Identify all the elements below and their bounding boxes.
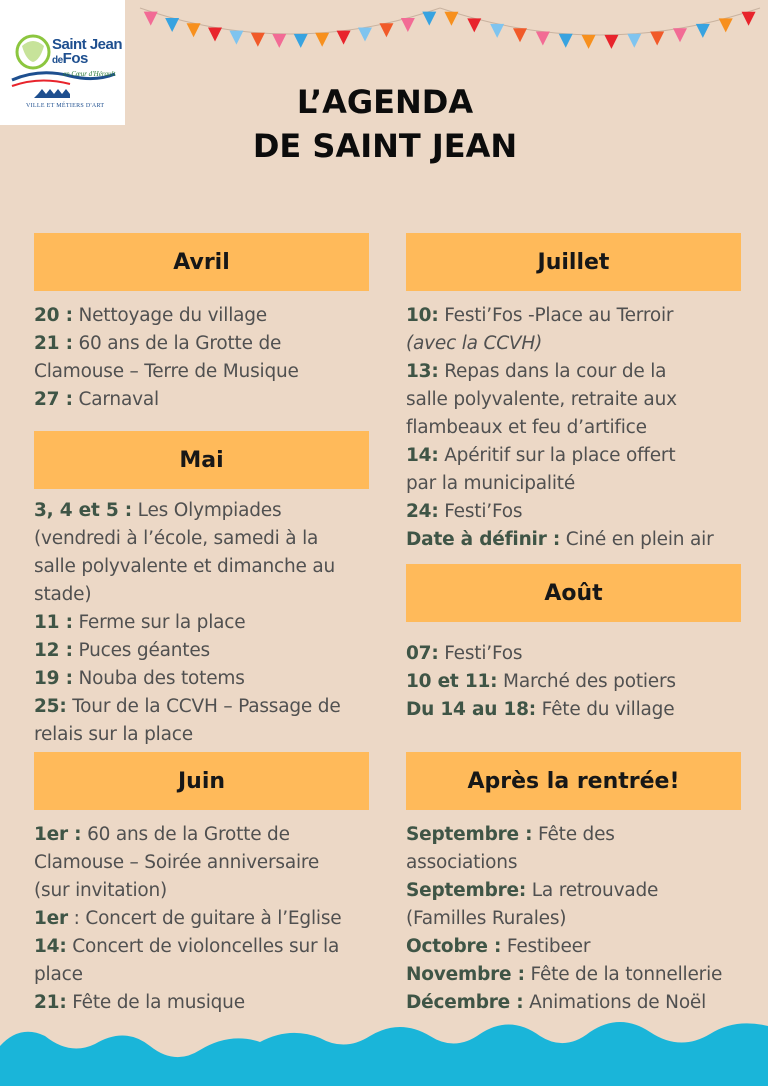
event-item-cont: salle polyvalente et dimanche au <box>34 556 336 577</box>
event-item: Septembre: La retrouvade <box>406 880 659 901</box>
bunting-flag <box>337 31 351 45</box>
bunting-flag <box>444 12 458 26</box>
event-item-cont: Clamouse – Terre de Musique <box>34 361 299 382</box>
logo-subtitle: en Cœur d'Hérault <box>63 70 116 78</box>
event-item-cont: flambeaux et feu d’artifice <box>406 417 647 438</box>
event-item: 24: Festi’Fos <box>406 501 523 522</box>
title-line-1: L’AGENDA <box>296 83 474 121</box>
bunting-flag <box>650 32 664 46</box>
event-item: 14: Apéritif sur la place offert <box>406 445 676 466</box>
wave-decoration <box>0 1006 768 1086</box>
bunting-flag <box>229 31 243 45</box>
event-item: 20 : Nettoyage du village <box>34 305 267 326</box>
bunting-flag <box>467 18 481 32</box>
event-item: Septembre : Fête des <box>406 824 615 845</box>
event-item-cont: (Familles Rurales) <box>406 908 567 929</box>
bunting-flag <box>742 12 756 26</box>
event-item: 07: Festi’Fos <box>406 643 523 664</box>
event-item-cont: (sur invitation) <box>34 880 168 901</box>
event-item-cont: place <box>34 964 83 985</box>
juillet-events <box>406 302 713 554</box>
event-item: 14: Concert de violoncelles sur la <box>34 936 340 957</box>
bunting-flag <box>422 12 436 26</box>
month-header-juin: Juin <box>34 752 369 810</box>
bunting-flag <box>208 28 222 42</box>
bunting-flag <box>315 33 329 47</box>
event-item: 21: Fête de la musique <box>34 992 245 1013</box>
mai-events <box>34 497 341 749</box>
event-item: Décembre : Animations de Noël <box>406 992 707 1013</box>
event-item: 10 et 11: Marché des potiers <box>406 671 676 692</box>
bunting-flag <box>358 28 372 42</box>
bunting-flag <box>604 35 618 49</box>
event-item: 21 : 60 ans de la Grotte de <box>34 333 282 354</box>
event-item-cont: (avec la CCVH) <box>406 333 543 354</box>
section-header-rentree: Après la rentrée! <box>406 752 741 810</box>
bunting-flag <box>379 23 393 37</box>
bunting-flag <box>627 34 641 48</box>
bunting-flag <box>251 33 265 47</box>
event-item-cont: par la municipalité <box>406 473 576 494</box>
event-item-cont: (vendredi à l’école, samedi à la <box>34 528 319 549</box>
month-header-aout: Août <box>406 564 741 622</box>
aout-events <box>406 640 676 724</box>
bunting-flag <box>401 18 415 32</box>
event-item: Date à définir : Ciné en plein air <box>406 529 714 550</box>
event-item: 13: Repas dans la cour de la <box>406 361 667 382</box>
rentree-events <box>406 821 722 1017</box>
month-header-mai: Mai <box>34 431 369 489</box>
event-item: 10: Festi’Fos -Place au Terroir <box>406 305 674 326</box>
logo-tagline: VILLE ET MÉTIERS D'ART <box>26 103 105 109</box>
event-item-cont: salle polyvalente, retraite aux <box>406 389 677 410</box>
event-item-cont: relais sur la place <box>34 724 193 745</box>
event-item: Octobre : Festibeer <box>406 936 591 957</box>
event-item: 27 : Carnaval <box>34 389 159 410</box>
event-item-cont: associations <box>406 852 518 873</box>
event-item: Du 14 au 18: Fête du village <box>406 699 675 720</box>
month-header-avril: Avril <box>34 233 369 291</box>
event-item: 3, 4 et 5 : Les Olympiades <box>34 500 282 521</box>
event-item: Novembre : Fête de la tonnellerie <box>406 964 723 985</box>
bunting-flag <box>673 28 687 42</box>
event-item: 1er : 60 ans de la Grotte de <box>34 824 290 845</box>
page-title <box>200 80 570 168</box>
bunting-flag <box>165 18 179 32</box>
bunting-flag <box>696 24 710 38</box>
event-item: 12 : Puces géantes <box>34 640 210 661</box>
bunting-flag <box>272 34 286 48</box>
event-item-cont: Clamouse – Soirée anniversaire <box>34 852 320 873</box>
event-item-cont: stade) <box>34 584 92 605</box>
bunting-flag <box>490 24 504 38</box>
month-header-juillet: Juillet <box>406 233 741 291</box>
event-item: 1er : Concert de guitare à l’Eglise <box>34 908 342 929</box>
event-item: 25: Tour de la CCVH – Passage de <box>34 696 341 717</box>
bunting-flag <box>294 34 308 48</box>
event-item: 11 : Ferme sur la place <box>34 612 246 633</box>
title-line-2: DE SAINT JEAN <box>252 127 518 165</box>
bunting-flag <box>144 12 158 26</box>
bunting-flag <box>559 34 573 48</box>
logo <box>0 0 125 125</box>
bunting-flag <box>536 32 550 46</box>
avril-events <box>34 302 299 414</box>
logo-name: Saint Jean deFos <box>52 36 123 67</box>
bunting-flag <box>513 28 527 42</box>
bunting-flag <box>582 35 596 49</box>
juin-events <box>34 821 341 1017</box>
bunting-flag <box>719 18 733 32</box>
event-item: 19 : Nouba des totems <box>34 668 245 689</box>
bunting-flag <box>187 23 201 37</box>
